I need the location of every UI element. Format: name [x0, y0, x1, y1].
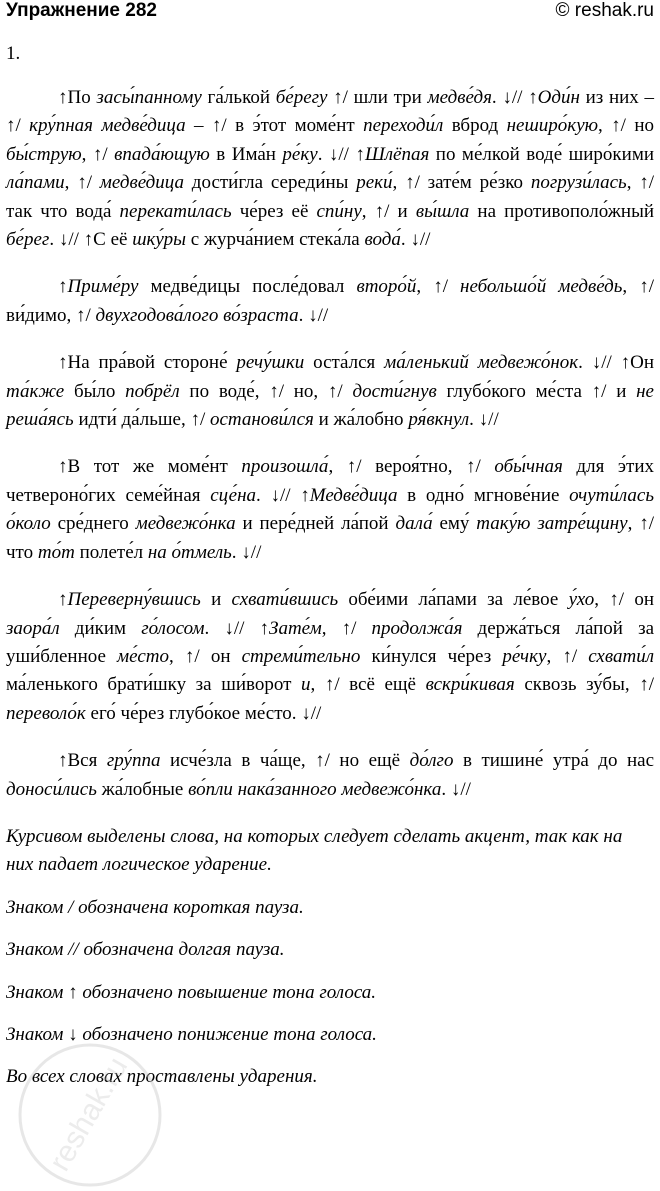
- stressed-word: переходи́л: [363, 115, 444, 137]
- text-run: ему́: [432, 513, 477, 535]
- stressed-word: впада́ющую: [114, 143, 210, 165]
- text-run: дости́гла середи́ны: [184, 172, 357, 194]
- text-run: , ↑/ что: [6, 513, 654, 563]
- text-run: , ↑/ ви́димо, ↑/: [6, 276, 654, 326]
- text-run: ма́ленького брати́шку за ши́ворот: [6, 674, 301, 696]
- stressed-word: Медве́дица: [309, 484, 398, 506]
- stressed-word: двухгодова́лого во́зраста: [95, 304, 299, 326]
- stressed-word: на о́тмель: [147, 541, 232, 563]
- stressed-word: та́кже: [6, 380, 65, 402]
- legend-note-stress-marks: Во всех словах проставлены ударения.: [6, 1066, 318, 1088]
- legend-note-short-pause: Знаком / обозначена короткая пауза.: [6, 896, 304, 918]
- text-run: – ↑/ в э́тот моме́нт: [185, 115, 364, 137]
- exercise-content: [6, 84, 654, 1106]
- text-run: , ↑/ вероя́тно, ↑/: [328, 456, 495, 478]
- text-run: ↑Вся: [58, 750, 107, 772]
- stressed-word: неширо́кую: [506, 115, 599, 137]
- stressed-word: Шлёпая: [364, 143, 430, 165]
- stressed-word: гру́ппа: [106, 750, 161, 772]
- stressed-word: медве́дя: [427, 87, 492, 108]
- stressed-word: то́т: [37, 541, 75, 563]
- text-run: на противополо́жный: [469, 200, 655, 222]
- text-run: . ↓//: [231, 541, 262, 563]
- text-run: жа́лобные: [96, 778, 189, 800]
- text-run: по ме́лкой воде́ широ́кими: [429, 143, 655, 165]
- stressed-word: у́хо: [568, 589, 595, 611]
- stressed-word: ря́вкнул: [408, 409, 470, 431]
- text-paragraph: [6, 273, 654, 330]
- text-run: , ↑/ так что вода́: [6, 172, 655, 222]
- stressed-word: засы́панному: [96, 87, 202, 108]
- text-paragraph: [6, 453, 654, 567]
- stressed-word: второ́й: [356, 276, 417, 298]
- stressed-word: очути́лась о́коло: [6, 484, 654, 535]
- text-run: медве́дицы после́довал: [138, 276, 357, 298]
- text-run: глубо́кого ме́ста ↑/ и: [436, 380, 637, 402]
- legend-note-italic: Курсивом выделены слова, на которых следует сделать акцент, так как на них падает логическое ударение.: [6, 825, 623, 876]
- legend-note-long-pause: Знаком // обозначена долгая пауза.: [6, 939, 285, 961]
- text-run: че́рез её: [231, 200, 317, 222]
- text-run: с журча́нием стека́ла: [185, 229, 365, 251]
- text-run: ↑По: [58, 87, 97, 108]
- text-paragraph: [6, 84, 654, 254]
- stressed-word: шку́ры: [132, 229, 186, 251]
- stressed-word: и: [300, 674, 311, 696]
- legend: [6, 823, 654, 1092]
- stressed-word: таку́ю затре́щину: [476, 513, 628, 535]
- text-run: , ↑/ но: [598, 115, 655, 137]
- text-run: ↑На пра́вой стороне́: [58, 352, 237, 374]
- text-run: в одно́ мгнове́ние: [397, 484, 570, 506]
- text-run: вброд: [443, 115, 507, 137]
- text-run: в Има́н: [209, 143, 283, 165]
- text-run: его́ че́рез глубо́кое ме́сто. ↓//: [85, 702, 322, 724]
- text-run: исче́зла в ча́ще, ↑/ но ещё: [160, 750, 410, 772]
- text-run: ↑В тот же моме́нт: [58, 456, 242, 478]
- text-run: , ↑/ всё ещё: [310, 674, 426, 696]
- text-run: и пере́дней ла́пой: [235, 513, 396, 535]
- stressed-word: Оди́н: [537, 87, 580, 108]
- page-header: [6, 0, 654, 22]
- text-run: держа́ться ла́пой за уши́бленное: [6, 617, 655, 667]
- stressed-word: вскри́кивая: [425, 674, 515, 696]
- stressed-word: небольшо́й медве́дь: [460, 276, 623, 298]
- stressed-word: Приме́ру: [67, 276, 139, 298]
- text-run: в тишине́ утра́ до нас: [453, 750, 655, 772]
- stressed-word: го́лосом: [141, 617, 205, 639]
- stressed-word: ла́пами: [6, 172, 65, 194]
- text-body: [6, 84, 654, 804]
- stressed-word: дости́гнув: [352, 380, 437, 402]
- text-run: ди́ким: [59, 617, 142, 639]
- text-run: ↑: [58, 589, 68, 611]
- text-run: , ↑/: [321, 617, 372, 639]
- stressed-word: речу́шки: [236, 352, 305, 374]
- stressed-word: сце́на: [210, 484, 256, 506]
- text-run: , ↑/: [81, 143, 115, 165]
- text-run: ↑/ шли три: [327, 87, 428, 108]
- text-run: . ↓// ↑: [204, 617, 270, 639]
- text-run: , ↑/ зате́м ре́зко: [392, 172, 531, 194]
- stressed-word: останови́лся: [210, 409, 314, 431]
- text-run: оста́лся: [304, 352, 385, 374]
- exercise-title: Упражнение 282: [6, 0, 157, 21]
- stressed-word: вода́: [364, 229, 401, 251]
- stressed-word: схвати́вшись: [231, 589, 339, 611]
- text-run: га́лькой: [201, 87, 276, 108]
- legend-note-falling-tone: Знаком ↓ обозначено понижение тона голоса.: [6, 1023, 377, 1045]
- text-run: . ↓// ↑Он: [578, 352, 655, 374]
- stressed-word: кру́пная медве́дица: [29, 115, 186, 137]
- stressed-word: обы́чная: [494, 456, 563, 478]
- stressed-word: ре́чку: [502, 645, 547, 667]
- stressed-word: ма́ленький медвежо́нок: [384, 352, 579, 374]
- legend-note-rising-tone: Знаком ↑ обозначено повышение тона голоса.: [6, 981, 377, 1003]
- stressed-word: ме́сто: [117, 645, 170, 667]
- stressed-word: бе́рег: [6, 229, 50, 251]
- text-run: обе́ими ла́пами за ле́вое: [338, 589, 569, 611]
- text-run: . ↓//: [400, 229, 431, 251]
- text-run: идти́ да́льше, ↑/: [73, 409, 210, 431]
- text-run: ↑: [58, 276, 68, 298]
- watermark-text: reshak.ru: [43, 1051, 135, 1177]
- text-run: по воде́, ↑/ но, ↑/: [179, 380, 353, 402]
- text-run: , ↑/ и: [361, 200, 416, 222]
- text-run: . ↓// ↑С её: [49, 229, 133, 251]
- text-run: полете́л: [74, 541, 148, 563]
- task-number: 1.: [6, 43, 21, 64]
- stressed-word: дала́: [395, 513, 433, 535]
- text-run: . ↓//: [469, 409, 499, 431]
- text-paragraph: [6, 747, 654, 804]
- text-run: и: [200, 589, 232, 611]
- text-run: , ↑/ он: [594, 589, 655, 611]
- stressed-word: не реша́ясь: [6, 380, 654, 431]
- stressed-word: во́пли нака́занного медвежо́нка: [188, 778, 442, 800]
- site-credit: © reshak.ru: [555, 0, 654, 21]
- text-paragraph: [6, 586, 654, 728]
- text-run: . ↓//: [441, 778, 471, 800]
- stressed-word: медвежо́нка: [135, 513, 236, 535]
- text-run: для э́тих четвероно́гих семе́йная: [6, 456, 655, 506]
- stressed-word: произошла́: [241, 456, 329, 478]
- stressed-word: схвати́л: [588, 645, 654, 667]
- stressed-word: погрузи́лась: [530, 172, 627, 194]
- text-run: . ↓// ↑: [256, 484, 310, 506]
- text-run: . ↓// ↑: [491, 87, 538, 108]
- text-run: из них – ↑/: [6, 87, 654, 137]
- text-run: бы́ло: [64, 380, 126, 402]
- stressed-word: бе́регу: [275, 87, 328, 108]
- stressed-word: зaора́л: [6, 617, 60, 639]
- text-run: , ↑/: [546, 645, 589, 667]
- stressed-word: Переверну́вшись: [67, 589, 201, 611]
- stressed-word: продолжа́я: [371, 617, 463, 639]
- stressed-word: вы́шла: [415, 200, 470, 222]
- text-run: , ↑/ он: [169, 645, 242, 667]
- stressed-word: побрёл: [125, 380, 180, 402]
- text-run: сквозь зу́бы, ↑/: [514, 674, 654, 696]
- stressed-word: реки́: [356, 172, 393, 194]
- stressed-word: доноси́лись: [6, 778, 97, 800]
- text-run: и жа́лобно: [313, 409, 409, 431]
- stressed-word: переволо́к: [6, 702, 86, 724]
- text-run: ки́нулся че́рез: [360, 645, 503, 667]
- stressed-word: Зате́м: [269, 617, 322, 639]
- text-paragraph: [6, 349, 654, 434]
- stressed-word: спи́ну: [316, 200, 362, 222]
- text-run: , ↑/: [64, 172, 100, 194]
- stressed-word: до́лго: [409, 750, 454, 772]
- stressed-word: ре́ку: [282, 143, 318, 165]
- stressed-word: медве́дица: [99, 172, 185, 194]
- stressed-word: бы́струю: [6, 143, 82, 165]
- text-run: . ↓// ↑: [317, 143, 365, 165]
- stressed-word: перекати́лась: [119, 200, 232, 222]
- text-run: . ↓//: [298, 304, 329, 326]
- text-run: сре́днего: [50, 513, 136, 535]
- stressed-word: стреми́тельно: [241, 645, 361, 667]
- text-run: , ↑/: [416, 276, 461, 298]
